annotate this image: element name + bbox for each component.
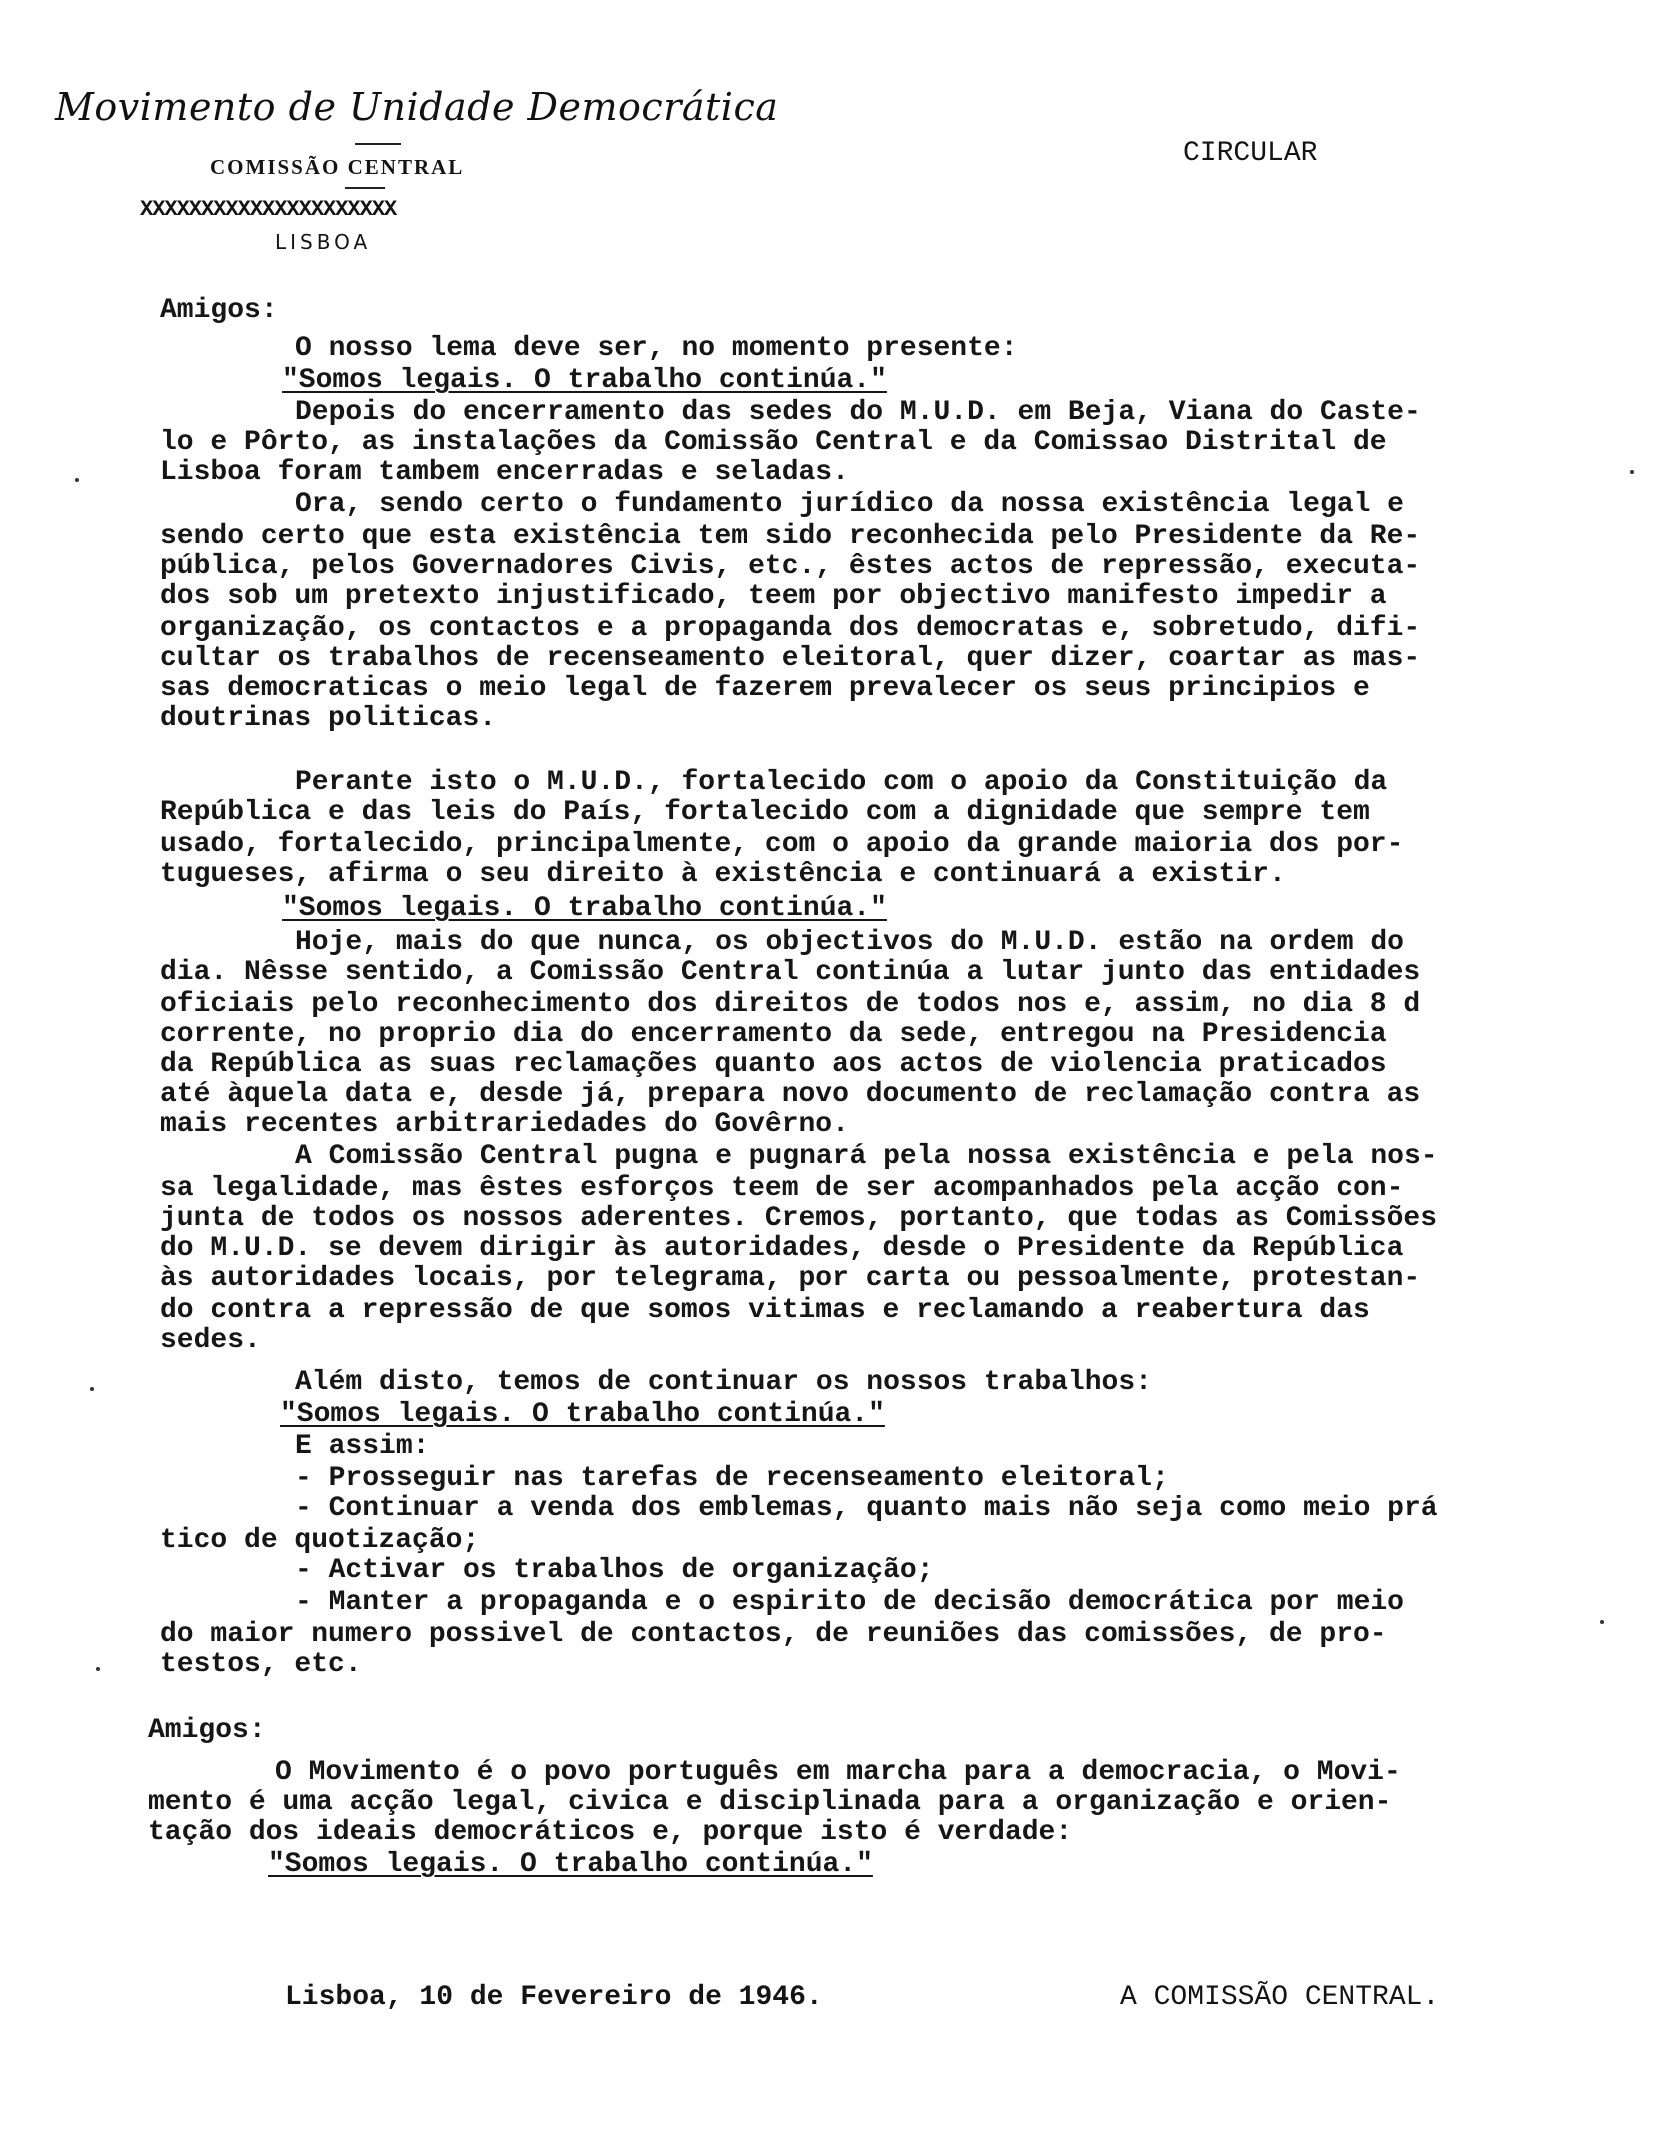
task-item: do maior numero possivel de contactos, de reuniões das comissões, de pro- [160,1619,1387,1650]
body-line: dos sob um pretexto injustificado, teem por objectivo manifesto impedir a [160,581,1387,612]
body-line: Ora, sendo certo o fundamento jurídico da nossa existência legal e [295,489,1404,520]
body-line: Além disto, temos de continuar os nossos trabalhos: [295,1367,1152,1398]
body-line: pública, pelos Governadores Civis, etc., êstes actos de repressão, executa- [160,551,1421,582]
body-line: sedes. [160,1325,261,1356]
signature: A COMISSÃO CENTRAL. [1120,1982,1440,2013]
document-type: CIRCULAR [1183,138,1318,169]
body-line: dia. Nêsse sentido, a Comissão Central continúa a lutar junto das entidades [160,957,1421,988]
body-line: Depois do encerramento das sedes do M.U.D. em Beja, Viana do Caste- [295,397,1421,428]
date-line: Lisboa, 10 de Fevereiro de 1946. [285,1982,823,2013]
body-line: tação dos ideais democráticos e, porque isto é verdade: [148,1817,1073,1848]
body-line: sendo certo que esta existência tem sido reconhecida pelo Presidente da Re- [160,521,1421,552]
body-line: E assim: [295,1431,430,1462]
body-line: mais recentes arbitrariedades do Govêrno. [160,1109,849,1140]
body-line: da República as suas reclamações quanto aos actos de violencia praticados [160,1049,1387,1080]
paper-speck [90,1387,94,1391]
body-line: mento é uma acção legal, civica e disciplinada para a organização e orien- [148,1787,1392,1818]
paper-speck [1630,470,1634,474]
task-item: - Continuar a venda dos emblemas, quanto mais não seja como meio prá [295,1493,1438,1524]
motto-line: "Somos legais. O trabalho continúa." [282,365,887,396]
body-line: sas democraticas o meio legal de fazerem prevalecer os seus principios e [160,673,1370,704]
body-line: oficiais pelo reconhecimento dos direitos de todos nos e, assim, no dia 8 d [160,989,1421,1020]
body-line: junta de todos os nossos aderentes. Cremos, portanto, que todas as Comissões [160,1203,1438,1234]
body-line: do contra a repressão de que somos vitimas e reclamando a reabertura das [160,1295,1370,1326]
paper-speck [75,478,79,482]
letterhead [55,85,779,254]
task-item: - Activar os trabalhos de organização; [295,1555,934,1586]
body-line: O Movimento é o povo português em marcha para a democracia, o Movi- [275,1757,1401,1788]
organization-name: Movimento de Unidade Democrática [55,85,779,129]
body-line: lo e Pôrto, as instalações da Comissão Central e da Comissao Distrital de [160,427,1387,458]
body-line: Perante isto o M.U.D., fortalecido com o apoio da Constituição da [295,767,1388,798]
body-line: Lisboa foram tambem encerradas e seladas. [160,457,849,488]
body-line: sa legalidade, mas êstes esforços teem de ser acompanhados pela acção con- [160,1173,1404,1204]
body-line: tugueses, afirma o seu direito à existência e continuará a existir. [160,859,1286,890]
task-item: - Manter a propaganda e o espirito de decisão democrática por meio [295,1587,1404,1618]
greeting: Amigos: [148,1715,266,1746]
body-line: corrente, no proprio dia do encerramento da sede, entregou na Presidencia [160,1019,1387,1050]
greeting: Amigos: [160,295,278,326]
letterhead-divider [345,187,385,189]
letterhead-rule [355,143,401,145]
commission-name: COMISSÃO CENTRAL [210,155,465,179]
motto-line: "Somos legais. O trabalho continúa." [282,893,887,924]
paper-speck [96,1667,100,1671]
motto-line: "Somos legais. O trabalho continúa." [268,1849,873,1880]
paper-speck [1600,1620,1604,1624]
body-line: A Comissão Central pugna e pugnará pela nossa existência e pela nos- [295,1141,1438,1172]
body-line: às autoridades locais, por telegrama, por carta ou pessoalmente, protestan- [160,1263,1421,1294]
body-line: organização, os contactos e a propaganda dos democratas e, sobretudo, difi- [160,613,1421,644]
struck-out-text: XXXXXXXXXXXXXXXXXXXXX [140,197,397,222]
motto-line: "Somos legais. O trabalho continúa." [280,1399,885,1430]
body-line: doutrinas politicas. [160,703,497,734]
letterhead-city: LISBOA [275,230,372,254]
body-line: O nosso lema deve ser, no momento presente: [295,333,1018,364]
task-item: tico de quotização; [160,1525,480,1556]
body-line: Hoje, mais do que nunca, os objectivos do M.U.D. estão na ordem do [295,927,1404,958]
task-item: - Prosseguir nas tarefas de recenseamento eleitoral; [295,1463,1169,1494]
body-line: até àquela data e, desde já, prepara novo documento de reclamação contra as [160,1079,1421,1110]
task-item: testos, etc. [160,1649,362,1680]
body-line: usado, fortalecido, principalmente, com o apoio da grande maioria dos por- [160,829,1404,860]
body-line: do M.U.D. se devem dirigir às autoridades, desde o Presidente da República [160,1233,1404,1264]
body-line: República e das leis do País, fortalecido com a dignidade que sempre tem [160,797,1370,828]
body-line: cultar os trabalhos de recenseamento eleitoral, quer dizer, coartar as mas- [160,643,1421,674]
